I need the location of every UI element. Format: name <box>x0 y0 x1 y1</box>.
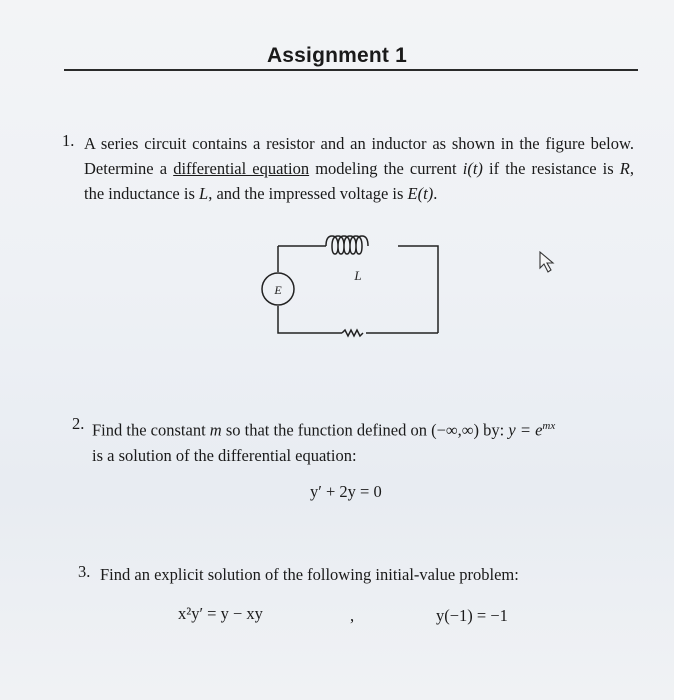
wire-top-left <box>278 246 326 272</box>
question-3-text: Find an explicit solution of the following initial-value problem: <box>100 565 519 584</box>
inductor-coil <box>326 236 368 254</box>
q2-equation: y′ + 2y = 0 <box>310 482 382 501</box>
q2-text-c: is a solution of the differential equation: <box>92 445 357 465</box>
source-label: E <box>274 283 282 297</box>
q1-inductance: L <box>199 184 209 203</box>
q1-differential-equation-link[interactable]: differential equation <box>173 159 310 178</box>
question-1-number: 1. <box>62 131 75 150</box>
q1-text-e: , and the impressed voltage is <box>208 184 408 203</box>
q3-separator: , <box>350 606 355 625</box>
q1-text-a: A series circuit contains a resistor and an inductor as shown in the figure below. Determine a <box>84 134 634 178</box>
q1-resistance: R <box>619 159 630 178</box>
q3-equation: x²y′ = y − xy <box>178 604 263 623</box>
cursor-icon <box>540 252 553 272</box>
q1-text-f: . <box>433 184 438 203</box>
q2-text-b: so that the function defined on (−∞,∞) by: <box>221 420 509 440</box>
q1-text-d: , the inductance is <box>84 159 634 203</box>
wire-top-right <box>398 246 438 333</box>
question-2-number: 2. <box>72 414 85 433</box>
question-3-number: 3. <box>78 562 91 581</box>
page-title: Assignment 1 <box>266 44 408 67</box>
q1-text-c: if the resistance is <box>482 159 620 178</box>
wire-bottom-left <box>278 306 342 333</box>
q3-initial-condition: y(−1) = −1 <box>436 606 508 625</box>
q2-function: y = e <box>508 420 543 440</box>
inductor-label: L <box>354 268 362 283</box>
q1-text-b: modeling the current <box>309 159 463 178</box>
q2-function-exponent: mx <box>542 420 556 432</box>
q1-voltage: E(t) <box>407 184 434 203</box>
q2-constant-m: m <box>209 420 222 440</box>
q1-current: i(t) <box>462 159 483 178</box>
q2-text-a: Find the constant <box>92 420 210 440</box>
resistor <box>342 330 363 336</box>
question-2-text <box>92 414 632 468</box>
